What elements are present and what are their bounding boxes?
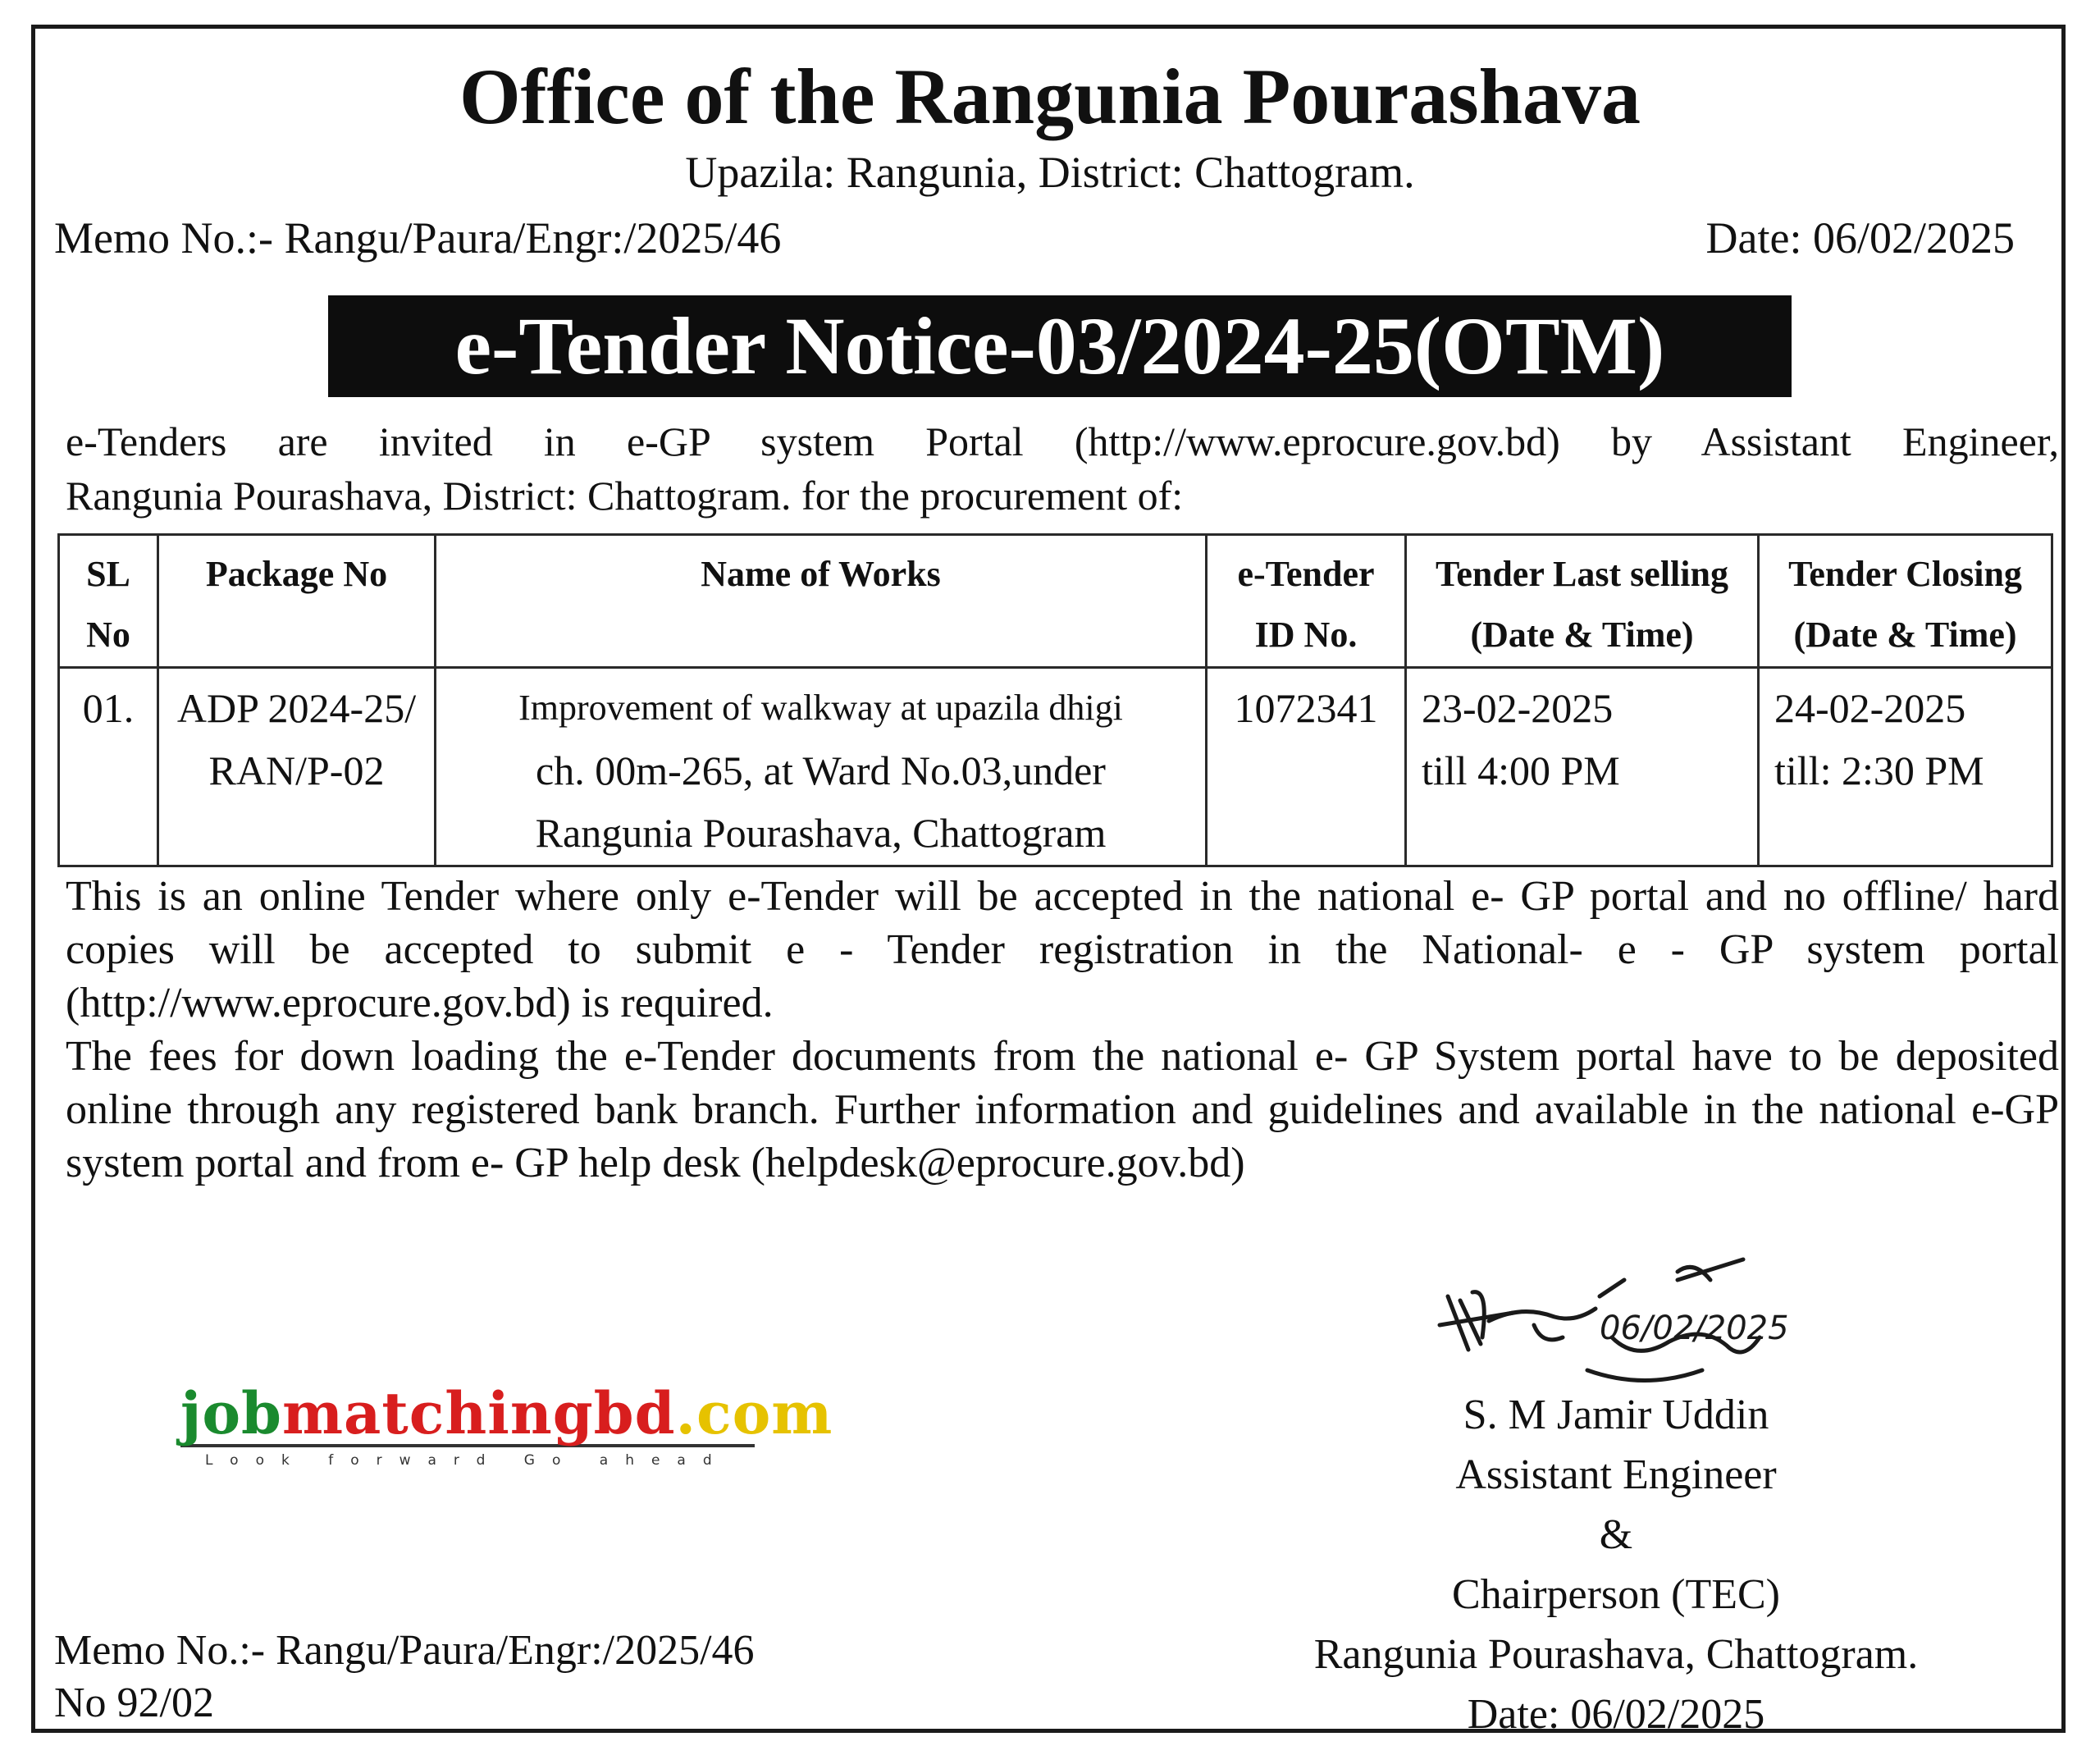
intro-paragraph	[66, 414, 2059, 523]
notice-date: Date: 06/02/2025	[1705, 213, 2015, 263]
signatory-designation: Assistant Engineer	[1455, 1451, 1777, 1498]
footer-memo-number: Memo No.:- Rangu/Paura/Engr:/2025/46	[54, 1627, 755, 1674]
header-tender-id: e-Tender ID No.	[1207, 535, 1406, 668]
footer-reference-number: No 92/02	[54, 1680, 214, 1726]
memo-number: Memo No.:- Rangu/Paura/Engr:/2025/46	[54, 213, 782, 263]
signatory-date: Date: 06/02/2025	[1467, 1691, 1765, 1738]
office-title: Office of the Rangunia Pourashava	[459, 53, 1641, 140]
tender-notice-banner: e-Tender Notice-03/2024-25(OTM)	[328, 295, 1792, 397]
footer-memo	[54, 1625, 755, 1730]
intro-line-1: e-Tenders are invited in e-GP system Portal (http://www.eprocure.gov.bd) by Assistant Engineer,	[66, 418, 2059, 464]
header-sl: SL No	[59, 535, 158, 668]
watermark-logo	[180, 1379, 833, 1469]
header-package: Package No	[158, 535, 436, 668]
signatory-role: Chairperson (TEC)	[1451, 1571, 1780, 1618]
signature-date: 06/02/2025	[1600, 1309, 1789, 1347]
watermark-tagline: Look forward Go ahead	[205, 1452, 729, 1469]
cell-last-selling: 23-02-2025 till 4:00 PM	[1406, 668, 1759, 866]
cell-sl: 01.	[59, 668, 158, 866]
instructions-paragraph-1: This is an online Tender where only e-Tender will be accepted in the national e- GP portal and no offline/ hard copies will be accepted to submit e - Tender registration in the National- e - GP system portal (http://www.eprocure.gov.bd) is required.	[66, 873, 2059, 1026]
table-header-row	[59, 535, 2052, 668]
cell-name-of-works: Improvement of walkway at upazila dhigi ch. 00m-265, at Ward No.03,under Rangunia Pourashava, Chattogram	[436, 668, 1207, 866]
header-name-of-works: Name of Works	[436, 535, 1207, 668]
instructions-paragraph-2: The fees for down loading the e-Tender documents from the national e- GP System portal have to be deposited online through any registered bank branch. Further information and guidelines and available in the national e-GP system portal and from e- GP help desk (helpdesk@eprocure.gov.bd)	[66, 1033, 2059, 1186]
header-closing: Tender Closing (Date & Time)	[1759, 535, 2052, 668]
instructions	[66, 870, 2059, 1190]
cell-package: ADP 2024-25/ RAN/P-02	[158, 668, 436, 866]
cell-tender-id: 1072341	[1207, 668, 1406, 866]
signatory-office: Rangunia Pourashava, Chattogram.	[1313, 1631, 1919, 1678]
tender-table	[57, 533, 2053, 867]
office-subtitle: Upazila: Rangunia, District: Chattogram.	[685, 148, 1415, 197]
watermark-wordmark: jobmatchingbd.com	[180, 1379, 833, 1447]
table-row	[59, 668, 2052, 866]
signatory-ampersand: &	[1599, 1511, 1633, 1558]
cell-closing: 24-02-2025 till: 2:30 PM	[1759, 668, 2052, 866]
intro-line-2: Rangunia Pourashava, District: Chattogram. for the procurement of:	[66, 473, 1184, 519]
signatory-name: S. M Jamir Uddin	[1463, 1392, 1769, 1438]
handwritten-signature	[1431, 1247, 1792, 1403]
signatory-block	[1214, 1385, 2018, 1744]
header-last-selling: Tender Last selling (Date & Time)	[1406, 535, 1759, 668]
